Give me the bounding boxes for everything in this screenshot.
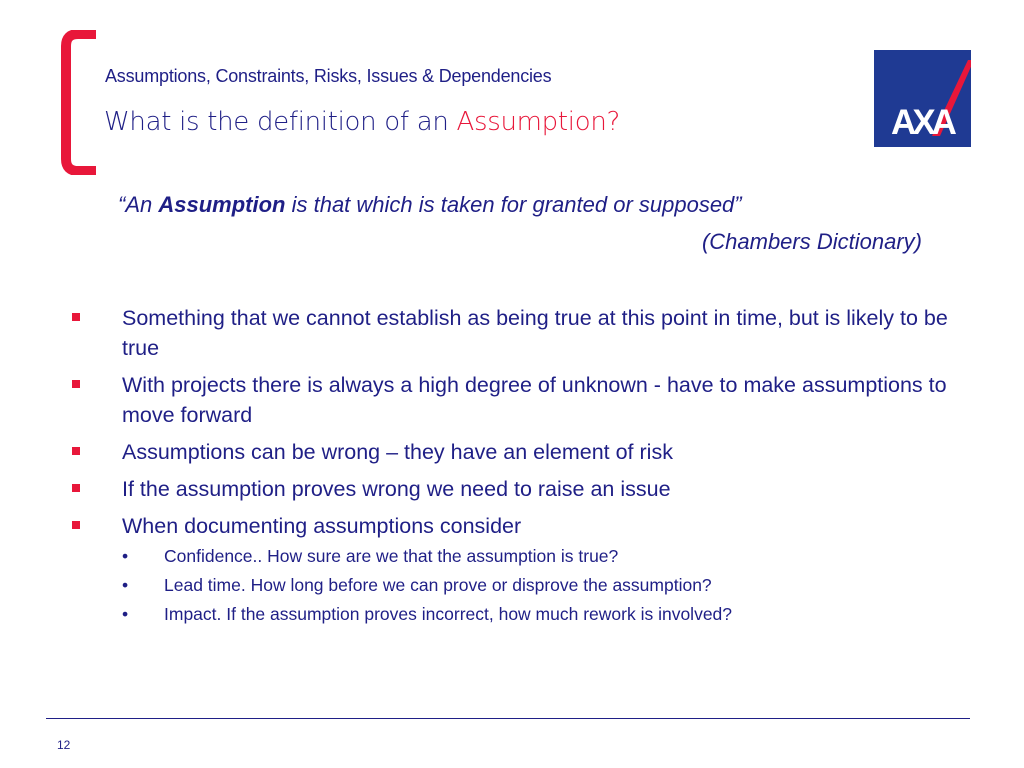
axa-logo-icon [874,50,971,147]
page-title [104,107,620,137]
bullet-square-icon [72,484,80,492]
quote-source: (Chambers Dictionary) [701,229,922,254]
bullet-text: Something that we cannot establish as being true at this point in time, but is likely to be true [122,306,948,360]
bullet-text: When documenting assumptions consider [122,514,522,538]
list-item [68,303,948,363]
bullet-dot-icon: • [122,546,129,566]
bullet-text: Assumptions can be wrong – they have an element of risk [122,440,673,464]
bullet-dot-icon: • [122,575,129,595]
quote-open: “An [118,192,159,217]
sub-list-item [122,545,948,567]
list-item [68,474,948,504]
bullet-square-icon [72,380,80,388]
list-item [68,437,948,467]
section-subtitle: Assumptions, Constraints, Risks, Issues & Dependencies [105,66,552,86]
sub-bullet-text: Lead time. How long before we can prove or disprove the assumption? [164,575,712,595]
sub-bullet-text: Impact. If the assumption proves incorrect, how much rework is involved? [164,604,733,624]
page-title-prefix: What is the definition of an [104,107,457,137]
quote-rest: is that which is taken for granted or supposed” [285,192,742,217]
logo-text: AXA [891,103,953,142]
bullet-text: If the assumption proves wrong we need to raise an issue [122,477,671,501]
bullet-list [68,303,948,632]
list-item [68,511,948,625]
sub-bullet-list [122,545,948,625]
bullet-text: With projects there is always a high degree of unknown - have to make assumptions to move forward [122,373,947,427]
sub-list-item [122,603,948,625]
definition-quote [118,192,922,255]
sub-bullet-text: Confidence.. How sure are we that the assumption is true? [164,546,619,566]
page-title-suffix: ? [606,107,620,137]
sub-list-item [122,574,948,596]
bullet-square-icon [72,521,80,529]
page-number: 12 [57,738,71,752]
bullet-square-icon [72,447,80,455]
bracket-decoration [58,30,98,175]
quote-text [118,192,922,218]
page-title-accent: Assumption [456,107,607,137]
quote-bold-term: Assumption [158,192,286,217]
list-item [68,370,948,430]
bullet-square-icon [72,313,80,321]
bullet-dot-icon: • [122,604,129,624]
footer-divider [46,718,970,719]
